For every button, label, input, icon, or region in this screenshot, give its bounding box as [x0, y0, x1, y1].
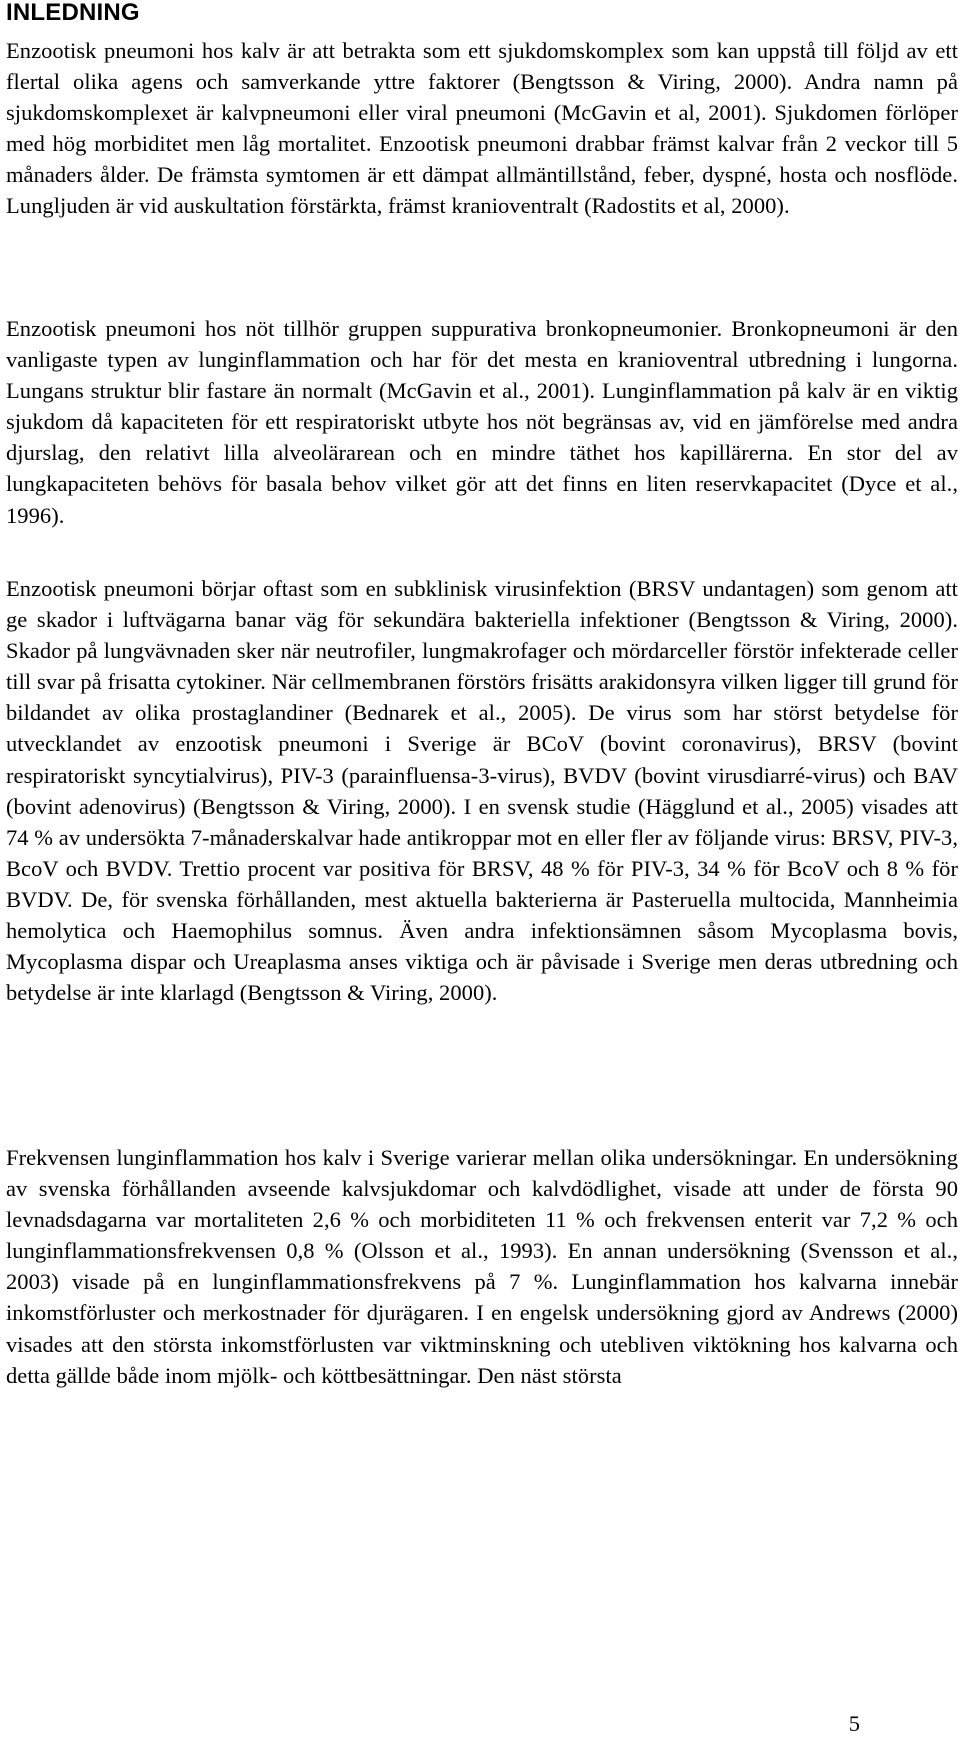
section-heading: INLEDNING	[6, 0, 140, 26]
paragraph-4: Frekvensen lunginflammation hos kalv i Sverige varierar mellan olika undersökningar. En undersökning av svenska förhållanden avseende kalvsjukdomar och kalvdödlighet, visade att under de första 90 levnadsdagarna var mortaliteten 2,6 % och morbiditeten 11 % och frekvensen enterit var 7,2 % och lunginflammationsfrekvensen 0,8 % (Olsson et al., 1993). En annan undersökning (Svensson et al., 2003) visade på en lunginflammationsfrekvens på 7 %. Lunginflammation hos kalvarna innebär inkomstförluster och merkostnader för djurägaren. I en engelsk undersökning gjord av Andrews (2000) visades att den största inkomstförlusten var viktminskning och utebliven viktökning hos kalvarna och detta gällde både inom mjölk- och köttbesättningar. Den näst största	[6, 1145, 958, 1388]
paragraph-1: Enzootisk pneumoni hos kalv är att betrakta som ett sjukdomskomplex som kan uppstå till följd av ett flertal olika agens och samverkande yttre faktorer (Bengtsson & Viring, 2000). Andra namn på sjukdomskomplexet är kalvpneumoni eller viral pneumoni (McGavin et al, 2001). Sjukdomen förlöper med hög morbiditet men låg mortalitet. Enzootisk pneumoni drabbar främst kalvar från 2 veckor till 5 månaders ålder. De främsta symtomen är ett dämpat allmäntillstånd, feber, dyspné, hosta och nosflöde. Lungljuden är vid auskultation förstärkta, främst kranioventralt (Radostits et al, 2000).	[6, 38, 958, 219]
paragraph-2: Enzootisk pneumoni hos nöt tillhör gruppen suppurativa bronkopneumonier. Bronkopneumoni är den vanligaste typen av lunginflammation och har för det mesta en kranioventral utbredning i lungorna. Lungans struktur blir fastare än normalt (McGavin et al., 2001). Lunginflammation på kalv är en viktig sjukdom då kapaciteten för ett respiratoriskt utbyte hos nöt begränsas av, vid en jämförelse med andra djurslag, den relativt lilla alveolärarean och en mindre täthet hos kapillärerna. En stor del av lungkapaciteten behövs för basala behov vilket gör att det finns en liten reservkapacitet (Dyce et al., 1996).	[6, 316, 958, 528]
paragraph-3: Enzootisk pneumoni börjar oftast som en subklinisk virusinfektion (BRSV undantagen) som genom att ge skador i luftvägarna banar väg för sekundära bakteriella infektioner (Bengtsson & Viring, 2000). Skador på lungvävnaden sker när neutrofiler, lungmakrofager och mördarceller förstör infekterade celler till svar på frisatta cytokiner. När cellmembranen förstörs frisätts arakidonsyra vilken ligger till grund för bildandet av olika prostaglandiner (Bednarek et al., 2005). De virus som har störst betydelse för utvecklandet av enzootisk pneumoni i Sverige är BCoV (bovint coronavirus), BRSV (bovint respiratoriskt syncytialvirus), PIV-3 (parainfluensa-3-virus), BVDV (bovint virusdiarré-virus) och BAV (bovint adenovirus) (Bengtsson & Viring, 2000). I en svensk studie (Hägglund et al., 2005) visades att 74 % av undersökta 7-månaderskalvar hade antikroppar mot en eller fler av följande virus: BRSV, PIV-3, BcoV och BVDV. Trettio procent var positiva för BRSV, 48 % för PIV-3, 34 % för BcoV och 8 % för BVDV. De, för svenska förhållanden, mest aktuella bakterierna är Pasteruella multocida, Mannheimia hemolytica och Haemophilus somnus. Även andra infektionsämnen såsom Mycoplasma bovis, Mycoplasma dispar och Ureaplasma anses viktiga och är påvisade i Sverige men deras utbredning och betydelse är inte klarlagd (Bengtsson & Viring, 2000).	[6, 576, 958, 1006]
page-number: 5	[848, 1711, 860, 1736]
